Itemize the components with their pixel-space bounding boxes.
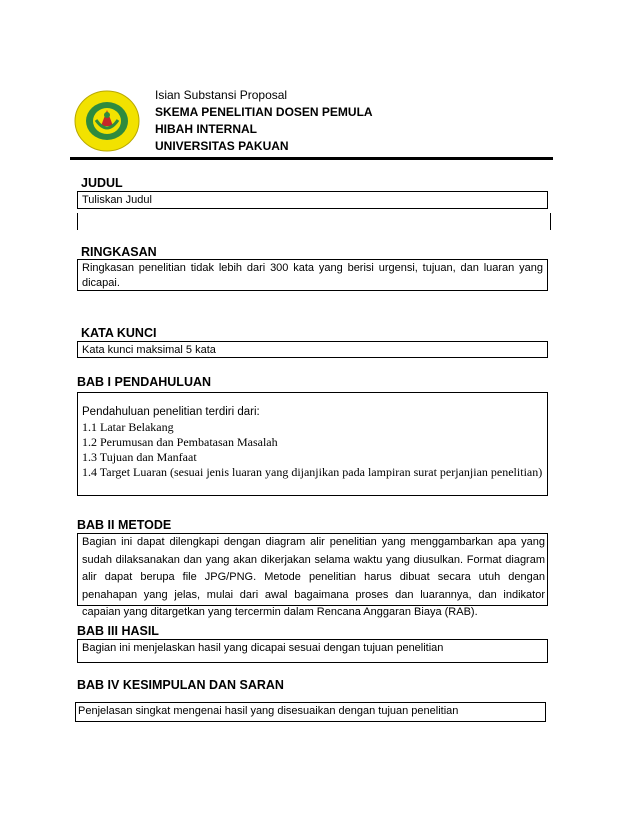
section-title-bab4: BAB IV KESIMPULAN DAN SARAN xyxy=(77,678,284,692)
judul-box xyxy=(77,191,548,209)
header-subtitle: Isian Substansi Proposal xyxy=(155,88,288,102)
section-title-bab1: BAB I PENDAHULUAN xyxy=(77,375,212,389)
section-title-judul: JUDUL xyxy=(81,176,123,190)
right-margin-line xyxy=(550,213,551,230)
header-scheme: SKEMA PENELITIAN DOSEN PEMULA xyxy=(155,105,373,119)
judul-text: Tuliskan Judul xyxy=(82,194,152,206)
section-title-kata-kunci: KATA KUNCI xyxy=(81,326,157,340)
section-title-bab2: BAB II METODE xyxy=(77,518,172,532)
section-title-bab3: BAB III HASIL xyxy=(77,624,159,638)
bab4-box xyxy=(75,702,546,722)
bab1-item: 1.4 Target Luaran (sesuai jenis luaran yang dijanjikan pada lampiran surat perjanjian penelitian) xyxy=(82,465,543,479)
header-divider xyxy=(70,157,553,160)
header-university: UNIVERSITAS PAKUAN xyxy=(155,139,289,153)
bab4-text: Penjelasan singkat mengenai hasil yang disesuaikan dengan tujuan penelitian xyxy=(78,705,459,717)
bab2-text: Bagian ini dapat dilengkapi dengan diagram alir penelitian yang menggambarkan apa yang sudah dilaksanakan dan yang akan dikerjakan selama waktu yang diusulkan. Format diagram alir dapat berupa file JPG/PNG. Metode penelitian harus dibuat secara utuh dengan penahapan yang jelas, mulai dari awal bagaimana proses dan luarannya, dan indikator capaian yang ditargetkan yang tercermin dalam Rencana Anggaran Biaya (RAB). xyxy=(82,536,545,618)
bab2-box xyxy=(77,533,548,618)
ringkasan-text: Ringkasan penelitian tidak lebih dari 300 kata yang berisi urgensi, tujuan, dan luaran yang dicapai. xyxy=(82,262,543,289)
bab1-item: 1.2 Perumusan dan Pembatasan Masalah xyxy=(82,435,278,449)
bab1-item: 1.3 Tujuan dan Manfaat xyxy=(82,450,197,464)
university-logo xyxy=(74,90,140,152)
bab1-item: 1.1 Latar Belakang xyxy=(82,420,174,434)
header-grant: HIBAH INTERNAL xyxy=(155,122,257,136)
ringkasan-box xyxy=(77,259,548,291)
section-title-ringkasan: RINGKASAN xyxy=(81,245,157,259)
left-margin-line xyxy=(77,213,78,230)
bab1-intro: Pendahuluan penelitian terdiri dari: xyxy=(82,406,260,418)
bab3-text: Bagian ini menjelaskan hasil yang dicapai sesuai dengan tujuan penelitian xyxy=(82,642,444,654)
bab1-box xyxy=(77,392,548,496)
kata-kunci-box xyxy=(77,341,548,358)
university-seal-icon xyxy=(74,90,140,152)
bab3-box xyxy=(77,639,548,663)
kata-kunci-text: Kata kunci maksimal 5 kata xyxy=(82,344,216,356)
